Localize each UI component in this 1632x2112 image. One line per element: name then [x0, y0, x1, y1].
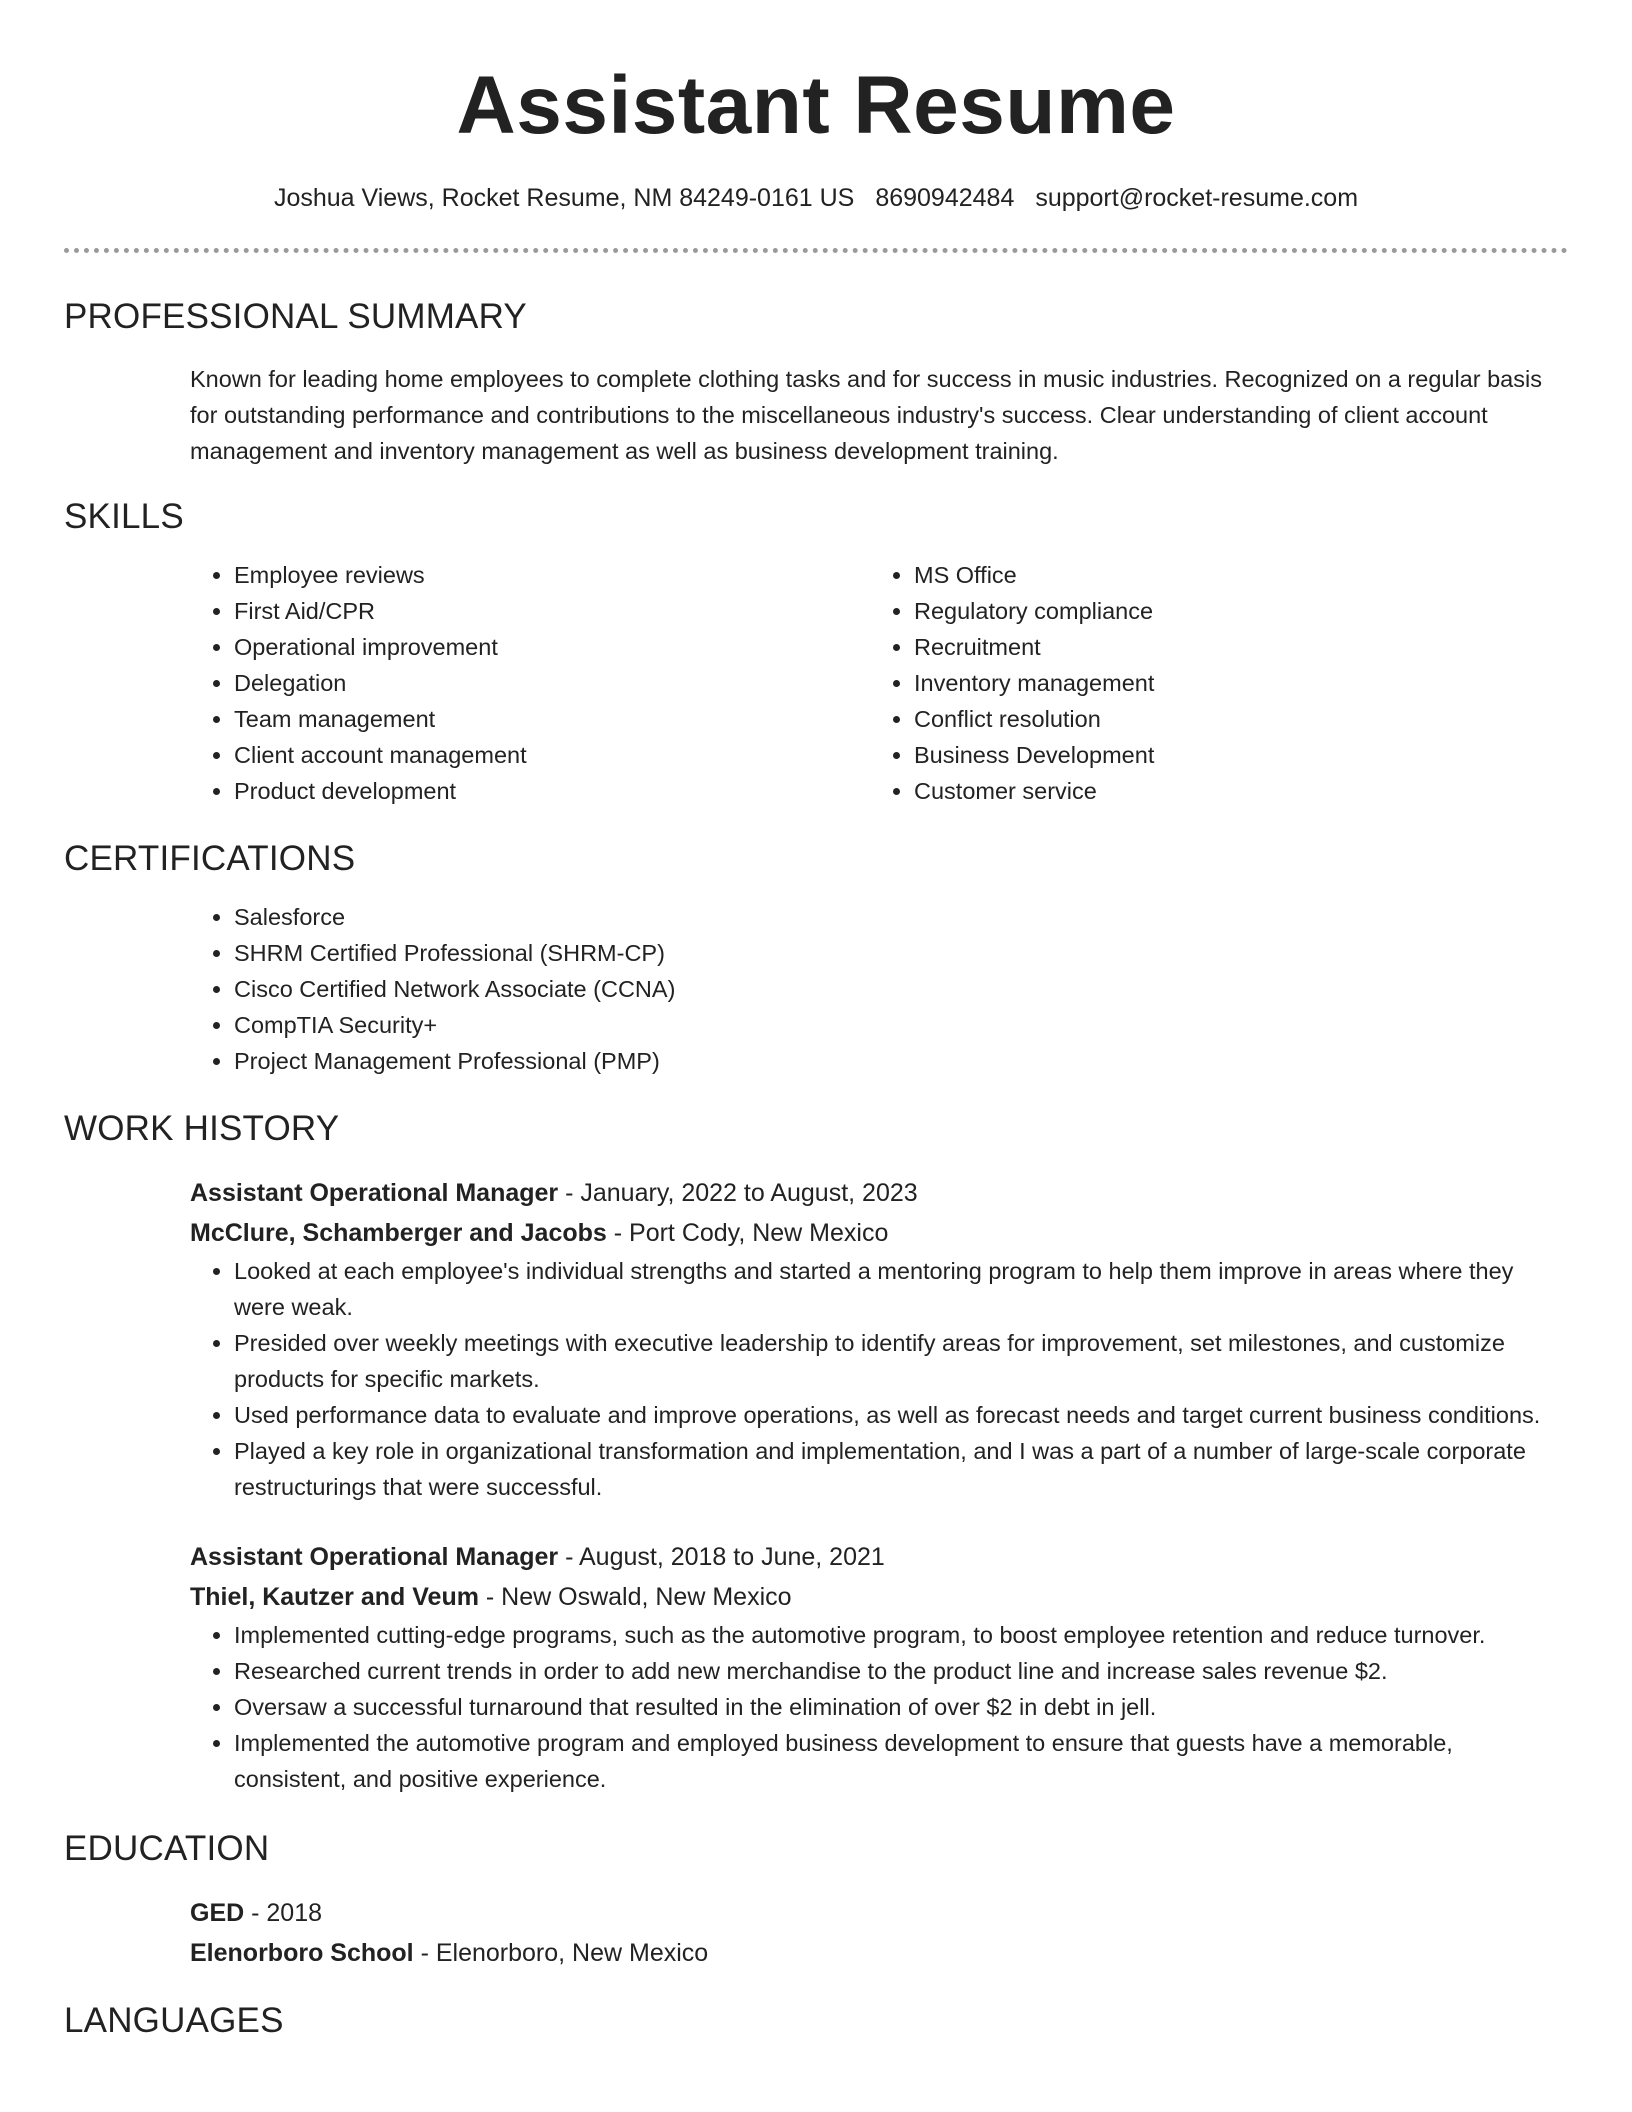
education-school: Elenorboro School — [190, 1939, 414, 1967]
skills-column-right — [870, 557, 1550, 809]
contact-email: support@rocket-resume.com — [1035, 184, 1359, 212]
job-bullets — [190, 1253, 1568, 1505]
education-year: - 2018 — [244, 1899, 323, 1927]
skill-item: • Business Development — [914, 737, 1550, 773]
certification-item: • SHRM Certified Professional (SHRM-CP) — [234, 935, 1568, 971]
skill-item: • Inventory management — [914, 665, 1550, 701]
job-bullet: • Oversaw a successful turnaround that resulted in the elimination of over $2 in debt in jell. — [234, 1689, 1568, 1725]
section-title-languages: LANGUAGES — [64, 2001, 284, 2040]
education-block — [64, 1893, 1568, 1973]
job-bullet: • Researched current trends in order to add new merchandise to the product line and increase sales revenue $2. — [234, 1653, 1568, 1689]
skill-item: • Employee reviews — [234, 557, 870, 593]
skills-list-right — [870, 557, 1550, 809]
contact-phone: 8690942484 — [875, 184, 1015, 212]
section-title-certifications: CERTIFICATIONS — [64, 839, 356, 878]
section-title-skills: SKILLS — [64, 497, 184, 536]
job-bullet: • Presided over weekly meetings with executive leadership to identify areas for improvement, set milestones, and customize products for specific markets. — [234, 1325, 1568, 1397]
skill-item: • Customer service — [914, 773, 1550, 809]
job-bullets — [190, 1617, 1568, 1797]
skill-item: • Conflict resolution — [914, 701, 1550, 737]
skill-item: • Operational improvement — [234, 629, 870, 665]
education-school-line — [190, 1933, 1568, 1973]
job-company: McClure, Schamberger and Jacobs — [190, 1219, 607, 1247]
job-company-line — [190, 1577, 1568, 1617]
certification-item: • Cisco Certified Network Associate (CCNA) — [234, 971, 1568, 1007]
job-role: Assistant Operational Manager — [190, 1543, 559, 1571]
certification-item: • Salesforce — [234, 899, 1568, 935]
job-bullet: • Used performance data to evaluate and improve operations, as well as forecast needs and target current business conditions. — [234, 1397, 1568, 1433]
job-company-line — [190, 1213, 1568, 1253]
section-title-education: EDUCATION — [64, 1829, 270, 1868]
resume-title: Assistant Resume — [456, 60, 1176, 151]
skill-item: • Team management — [234, 701, 870, 737]
job-company: Thiel, Kautzer and Veum — [190, 1583, 479, 1611]
skill-item: • Product development — [234, 773, 870, 809]
skill-item: • Client account management — [234, 737, 870, 773]
job-role: Assistant Operational Manager — [190, 1179, 559, 1207]
summary-text: Known for leading home employees to complete clothing tasks and for success in music industries. Recognized on a regular basis for outstanding performance and contributions to the miscellaneous industry's success. Clear understanding of client account management and inventory management as well as business development training. — [190, 366, 1542, 464]
certifications-list — [190, 899, 1568, 1079]
job-entry — [190, 1173, 1568, 1505]
job-location: - Port Cody, New Mexico — [606, 1219, 889, 1247]
job-bullet: • Implemented cutting-edge programs, such as the automotive program, to boost employee retention and reduce turnover. — [234, 1617, 1568, 1653]
job-bullet: • Implemented the automotive program and employed business development to ensure that guests have a memorable, consistent, and positive experience. — [234, 1725, 1568, 1797]
section-title-work-history: WORK HISTORY — [64, 1109, 340, 1148]
contact-line — [64, 182, 1568, 214]
job-location: - New Oswald, New Mexico — [478, 1583, 792, 1611]
skills-grid — [64, 557, 1568, 809]
skills-column-left — [190, 557, 870, 809]
job-dates: - January, 2022 to August, 2023 — [558, 1179, 918, 1207]
work-history-block — [64, 1173, 1568, 1797]
skill-item: • Delegation — [234, 665, 870, 701]
job-entry — [190, 1537, 1568, 1797]
skill-item: • Recruitment — [914, 629, 1550, 665]
education-location: - Elenorboro, New Mexico — [413, 1939, 709, 1967]
job-role-line — [190, 1537, 1568, 1577]
skill-item: • First Aid/CPR — [234, 593, 870, 629]
job-bullet: • Looked at each employee's individual strengths and started a mentoring program to help them improve in areas where they were weak. — [234, 1253, 1568, 1325]
certification-item: • CompTIA Security+ — [234, 1007, 1568, 1043]
certification-item: • Project Management Professional (PMP) — [234, 1043, 1568, 1079]
section-title-summary: PROFESSIONAL SUMMARY — [64, 297, 527, 336]
job-role-line — [190, 1173, 1568, 1213]
job-bullet: • Played a key role in organizational transformation and implementation, and I was a part of a number of large-scale corporate restructurings that were successful. — [234, 1433, 1568, 1505]
job-dates: - August, 2018 to June, 2021 — [558, 1543, 885, 1571]
contact-address: Joshua Views, Rocket Resume, NM 84249-0161 US — [273, 184, 855, 212]
skill-item: • Regulatory compliance — [914, 593, 1550, 629]
certifications-block — [64, 899, 1568, 1079]
skill-item: • MS Office — [914, 557, 1550, 593]
header-divider — [64, 248, 1568, 253]
education-degree: GED — [190, 1899, 245, 1927]
skills-list-left — [190, 557, 870, 809]
education-degree-line — [190, 1893, 1568, 1933]
